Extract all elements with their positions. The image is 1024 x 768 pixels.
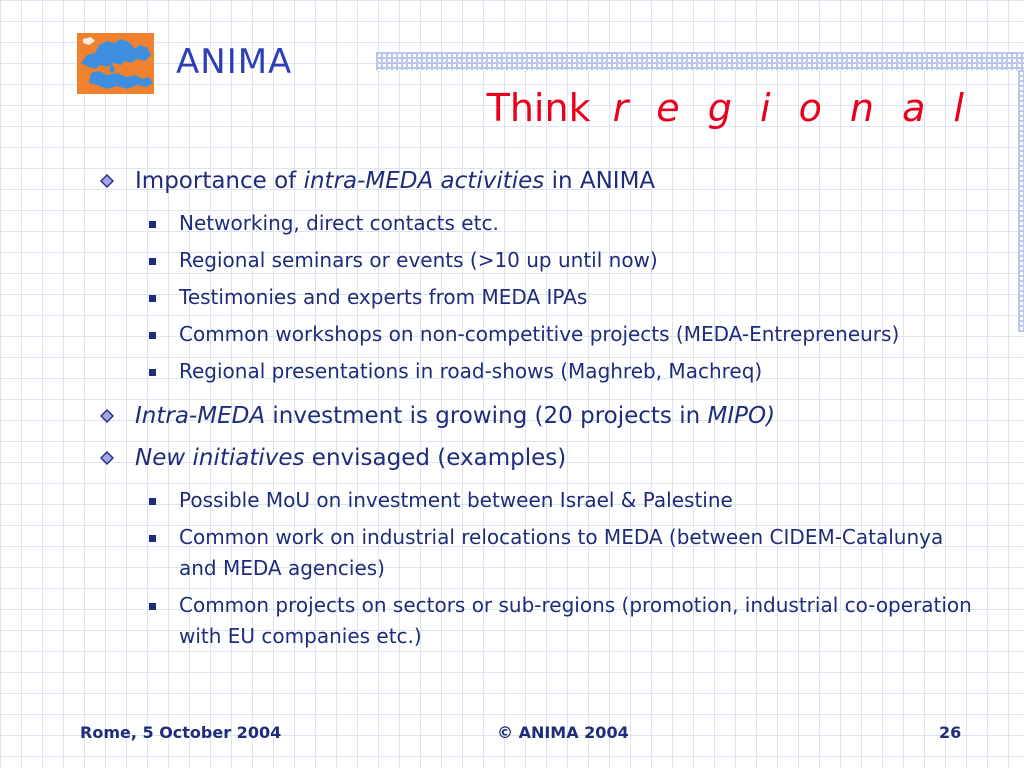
sub-bullet-text: Regional seminars or events (>10 up until now)	[179, 248, 658, 272]
square-bullet-icon	[149, 295, 156, 302]
brand-name: ANIMA	[176, 42, 293, 82]
bullet-emphasis: Intra-MEDA	[135, 403, 266, 429]
bullet-emphasis: intra-MEDA activities	[303, 168, 545, 194]
sub-bullet-text: Regional presentations in road-shows (Maghreb, Machreq)	[179, 359, 763, 383]
diamond-bullet-icon	[100, 451, 114, 465]
sub-bullet	[97, 319, 977, 350]
bullet-emphasis-end: MIPO)	[707, 403, 776, 429]
sub-bullet-text: Common projects on sectors or sub-regions (promotion, industrial co-operation with EU companies etc.)	[179, 593, 972, 648]
bullet-new-initiatives	[97, 443, 977, 473]
bullet-text: envisaged (examples)	[304, 445, 567, 471]
sub-bullet-text: Possible MoU on investment between Israel & Palestine	[179, 488, 733, 512]
bullet-text-end: in ANIMA	[544, 168, 656, 194]
europe-map-icon	[77, 33, 154, 94]
sub-bullet	[97, 356, 977, 387]
side-decoration-band	[1018, 70, 1024, 332]
diamond-bullet-icon	[100, 174, 114, 188]
sub-bullet	[97, 282, 977, 313]
anima-logo	[77, 33, 154, 94]
bullet-emphasis: New initiatives	[135, 445, 305, 471]
page-number: 26	[939, 723, 962, 742]
bullet-intra-meda-investment	[97, 401, 977, 431]
slide-body	[97, 166, 977, 658]
sub-bullet	[97, 245, 977, 276]
sub-bullet-text: Networking, direct contacts etc.	[179, 211, 499, 235]
square-bullet-icon	[149, 258, 156, 265]
sub-bullet-text: Testimonies and experts from MEDA IPAs	[179, 285, 588, 309]
bullet-text: Importance of	[135, 168, 304, 194]
sub-bullet-text: Common work on industrial relocations to MEDA (between CIDEM-Catalunya and MEDA agencies)	[179, 525, 944, 580]
square-bullet-icon	[149, 369, 156, 376]
square-bullet-icon	[149, 535, 156, 542]
square-bullet-icon	[149, 498, 156, 505]
sub-bullet	[97, 208, 977, 239]
bullet-text: investment is growing (20 projects in	[265, 403, 708, 429]
square-bullet-icon	[149, 603, 156, 610]
header-decoration-band	[376, 52, 1024, 70]
sub-bullet	[97, 522, 977, 584]
sub-bullet	[97, 485, 977, 516]
sub-bullet	[97, 590, 977, 652]
bullet-importance	[97, 166, 977, 196]
title-plain: Think	[486, 86, 591, 130]
square-bullet-icon	[149, 221, 156, 228]
diamond-bullet-icon	[100, 409, 114, 423]
slide-title	[487, 86, 972, 130]
title-italic: r e g i o n a l	[612, 86, 972, 130]
sub-bullet-text: Common workshops on non-competitive projects (MEDA-Entrepreneurs)	[179, 322, 900, 346]
square-bullet-icon	[149, 332, 156, 339]
footer-date: Rome, 5 October 2004	[80, 723, 282, 742]
footer-copyright: © ANIMA 2004	[497, 723, 629, 742]
